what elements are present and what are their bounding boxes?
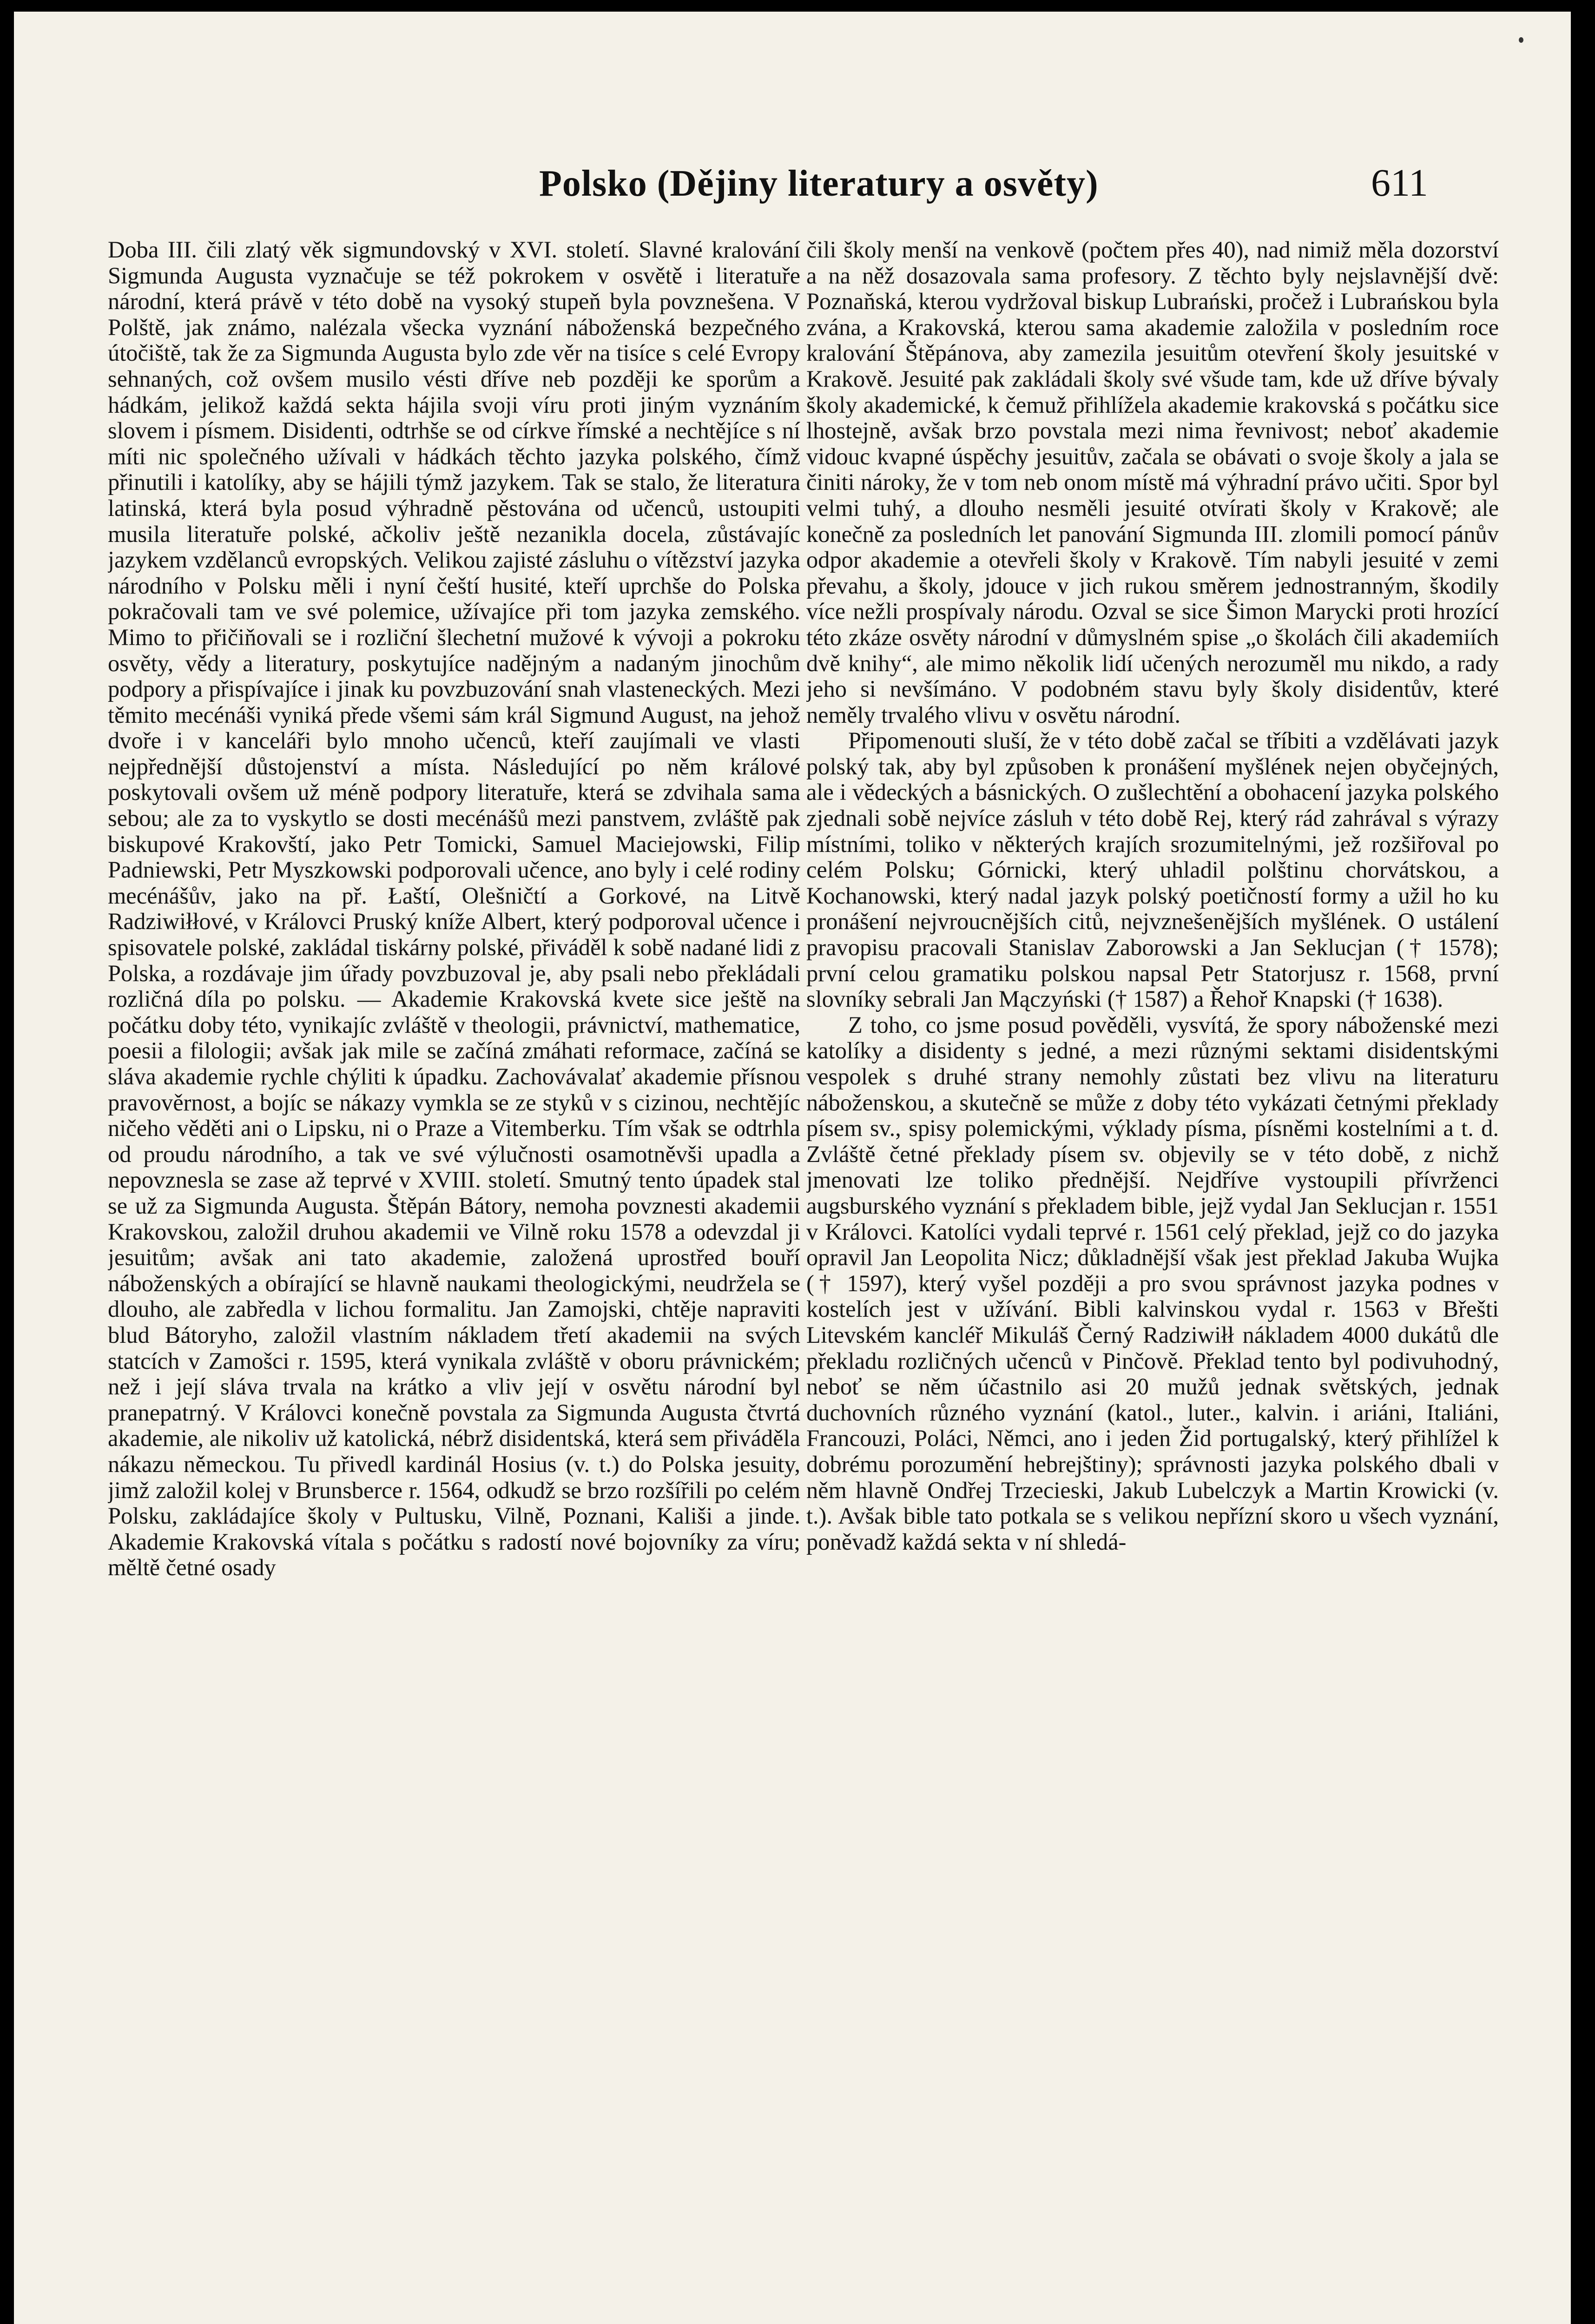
- ink-dot: [1519, 37, 1523, 43]
- paragraph: čili školy menší na venkově (počtem přes 40), nad nimiž měla dozorství a na něž dosazovala sama profesory. Z těchto byly nejslavnější dvě: Poznaňská, kterou vydržoval biskup Lubrański, pročež i Lubrańskou byla zvána, a Krakovská, kterou sama akademie založila v posledním roce kralování Štěpánova, aby zamezila jesuitům otevření školy jesuitské v Krakově. Jesuité pak zakládali školy své všude tam, kde už dříve bývaly školy akademické, k čemuž přihlížela akademie krakovská s počátku sice lhostejně, avšak brzo povstala mezi nima řevnivost; neboť akademie vidouc kvapné úspěchy jesuitův, začala se obávati o svoje školy a jala se činiti nároky, že v tom neb onom místě má výhradní právo učiti. Spor byl velmi tuhý, a dlouho nesměli jesuité otvírati školy v Krakově; ale konečně za posledních let panování Sigmunda III. zlomili pomocí pánův odpor akademie a otevřeli školy v Krakově. Tím nabyli jesuité v zemi převahu, a školy, jdouce v jich rukou směrem jednostranným, škodily více nežli prospívaly národu. Ozval se sice Šimon Marycki proti hrozící této zkáze osvěty národní v důmyslném spise „o školách čili akademiích dvě knihy“, ale mimo několik lidí učených nerozuměl mu nikdo, a rady jeho si nevšímáno. V podobném stavu byly školy disidentův, které neměly trvalého vlivu v osvětu národní.: [806, 237, 1499, 728]
- page-number: 611: [1371, 161, 1428, 205]
- left-column: [108, 237, 800, 2324]
- right-column: [806, 237, 1499, 2324]
- paragraph: Doba III. čili zlatý věk sigmundovský v XVI. století. Slavné kralování Sigmunda Augusta vyznačuje se též pokrokem v osvětě i literatuře národní, která právě v této době na vysoký stupeň byla povznešena. V Polště, jak známo, nalézala všecka vyznání náboženská bezpečného útočiště, tak že za Sigmunda Augusta bylo zde věr na tisíce s celé Evropy sehnaných, což ovšem musilo vésti dříve neb později ke sporům a hádkám, jelikož každá sekta hájila svoji víru proti jiným vyznáním slovem i písmem. Disidenti, odtrhše se od církve římské a nechtějíce s ní míti nic společného užívali v hádkách těchto jazyka polského, čímž přinutili i katolíky, aby se hájili týmž jazykem. Tak se stalo, že literatura latinská, která byla posud výhradně pěstována od učenců, ustoupiti musila literatuře polské, ačkoliv ještě nezanikla docela, zůstávajíc jazykem vzdělanců evropských. Velikou zajisté zásluhu o vítězství jazyka národního v Polsku měli i nyní čeští husité, kteří uprchše do Polska pokračovali tam ve své polemice, užívajíce při tom jazyka zemského. Mimo to přičiňovali se i rozliční šlechetní mužové k vývoji a pokroku osvěty, vědy a literatury, poskytujíce nadějným a nadaným jinochům podpory a přispívajíce i jinak ku povzbuzování snah vlasteneckých. Mezi těmito mecénáši vyniká přede všemi sám král Sigmund August, na jehož dvoře i v kanceláři bylo mnoho učenců, kteří zaujímali ve vlasti nejpřednější důstojenství a místa. Následující po něm králové poskytovali ovšem už méně podpory literatuře, která se zdvihala sama sebou; ale za to vyskytlo se dosti mecénášů mezi panstvem, zvláště pak biskupové Krakovští, jako Petr Tomicki, Samuel Maciejowski, Filip Padniewski, Petr Myszkowski podporovali učence, ano byly i celé rodiny mecénášův, jako na př. Łaští, Olešničtí a Gorkové, na Litvě Radziwiłłové, v Královci Pruský kníže Albert, který podporoval učence i spisovatele polské, zakládal tiskárny polské, přiváděl k sobě nadané lidi z Polska, a rozdávaje jim úřady povzbuzoval je, aby psali nebo překládali rozličná díla po polsku. — Akademie Krakovská kvete sice ještě na počátku doby této, vynikajíc zvláště v theologii, právnictví, mathematice, poesii a filologii; avšak jak mile se začíná zmáhati reformace, začíná se sláva akademie rychle chýliti k úpadku. Zachovávalať akademie přísnou pravověrnost, a bojíc se nákazy vymkla se ze styků v s cizinou, nechtějíc ničeho věděti ani o Lipsku, ni o Praze a Vitemberku. Tím však se odtrhla od proudu národního, a tak ve své výlučnosti osamotněvši upadla a nepovznesla se zase až teprvé v XVIII. století. Smutný tento úpadek stal se už za Sigmunda Augusta. Štěpán Bátory, nemoha povznesti akademii Krakovskou, založil druhou akademii ve Vilně roku 1578 a odevzdal ji jesuitům; avšak ani tato akademie, založená uprostřed bouří náboženských a obírající se hlavně naukami theologickými, neudržela se dlouho, ale zabředla v lichou formalitu. Jan Zamojski, chtěje napraviti blud Bátoryho, založil vlastním nákladem třetí akademii na svých statcích v Zamošci r. 1595, která vynikala zvláště v oboru právnickém; než i její sláva trvala na krátko a vliv její v osvětu národní byl pranepatrný. V Královci konečně povstala za Sigmunda Augusta čtvrtá akademie, ale nikoliv už katolická, nébrž disidentská, která sem přiváděla nákazu německou. Tu přivedl kardinál Hosius (v. t.) do Polska jesuity, jimž založil kolej v Brunsberce r. 1564, odkudž se brzo rozšířili po celém Polsku, zakládajíce školy v Pultusku, Vilně, Poznani, Kališi a jinde. Akademie Krakovská vítala s počátku s radostí nové bojovníky za víru; měltě četné osady: [108, 237, 800, 1581]
- running-title: Polsko (Dějiny literatury a osvěty): [539, 163, 1099, 204]
- paragraph: Připomenouti sluší, že v této době začal se tříbiti a vzdělávati jazyk polský tak, aby byl způsoben k pronášení myšlének nejen obyčejných, ale i vědeckých a básnických. O zušlechtění a obohacení jazyka polského zjednali sobě nejvíce zásluh v této době Rej, který rád zahrával s výrazy místními, toliko v některých krajích srozumitelnými, jež rozšiřoval po celém Polsku; Górnicki, který uhladil polštinu chorvátskou, a Kochanowski, který nadal jazyk polský poetičností formy a užil ho ku pronášení nejvroucnějších citů, nejvznešenějších myšlének. O ustálení pravopisu pracovali Stanislav Zaborowski a Jan Seklucjan († 1578); první celou gramatiku polskou napsal Petr Statorjusz r. 1568, první slovníky sebrali Jan Mączyński († 1587) a Řehoř Knapski († 1638).: [806, 727, 1499, 1012]
- page-header: [14, 151, 1571, 207]
- book-page: [14, 12, 1571, 2324]
- paragraph: Z toho, co jsme posud pověděli, vysvítá, že spory náboženské mezi katolíky a disidenty s jedné, a mezi různými sektami disidentskými vespolek s druhé strany nemohly zůstati bez vlivu na literaturu náboženskou, a skutečně se může z doby této vykázati četnými překlady písem sv., spisy polemickými, výklady písma, písněmi kostelními a t. d. Zvláště četné překlady písem sv. objevily se v této době, z nichž jmenovati lze toliko přednější. Nejdříve vystoupili přívrženci augsburského vyznání s překladem bible, jejž vydal Jan Seklucjan r. 1551 v Královci. Katolíci vydali teprvé r. 1561 celý překlad, jejž co do jazyka opravil Jan Leopolita Nicz; důkladnější však jest překlad Jakuba Wujka († 1597), který vyšel později a pro svou správnost jazyka podnes v kostelích jest v užívání. Bibli kalvinskou vydal r. 1563 v Břešti Litevském kancléř Mikuláš Černý Radziwiłł nákladem 4000 dukátů dle překladu rozličných učenců v Pinčově. Překlad tento byl podivuhodný, neboť se něm účastnilo asi 20 mužů jednak světských, jednak duchovních různého vyznání (katol., luter., kalvin. i ariáni, Italiáni, Francouzi, Poláci, Němci, ano i jeden Žid portugalský, který přihlížel k dobrému porozumění hebrejštiny); správnosti jazyka polského dbali v něm hlavně Ondřej Trzecieski, Jakub Lubelczyk a Martin Krowicki (v. t.). Avšak bible tato potkala se s velikou nepřízní skoro u všech vyznání, poněvadž každá sekta v ní shledá-: [806, 1011, 1499, 1555]
